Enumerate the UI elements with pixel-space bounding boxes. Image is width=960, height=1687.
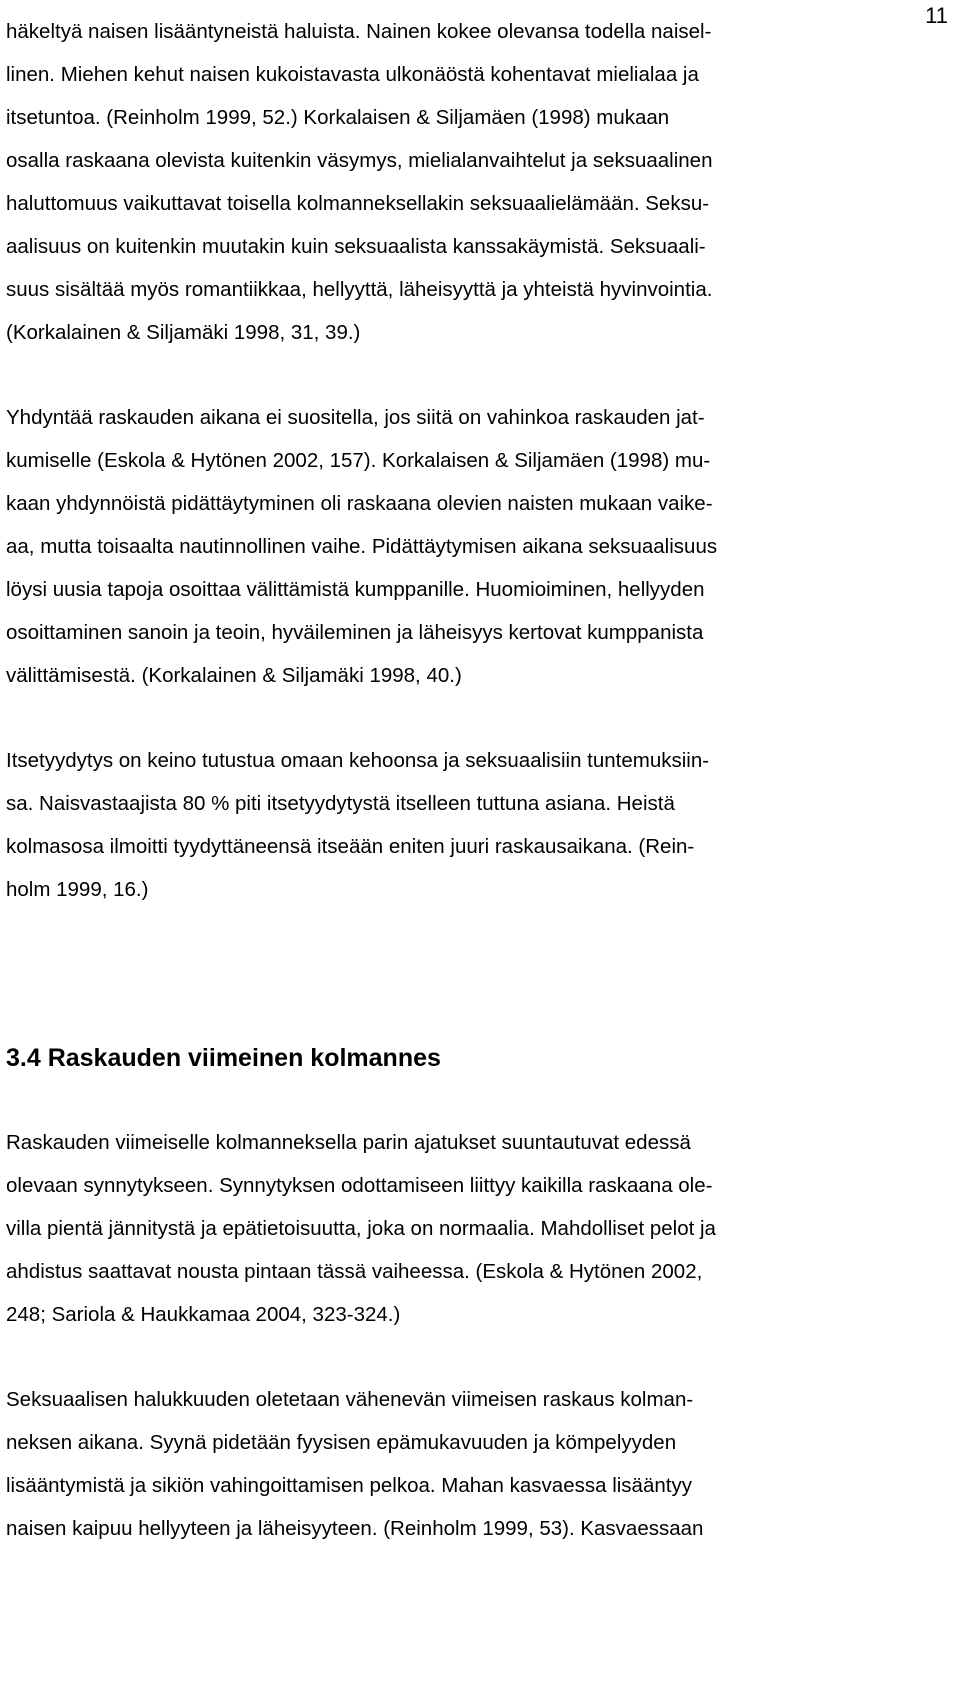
text-line: kolmasosa ilmoitti tyydyttäneensä itseään eniten juuri raskausaikana. (Rein-: [6, 835, 695, 858]
text-line: aa, mutta toisaalta nautinnollinen vaihe. Pidättäytymisen aikana seksuaalisuus: [6, 535, 718, 558]
text-line: lisääntymistä ja sikiön vahingoittamisen pelkoa. Mahan kasvaessa lisääntyy: [6, 1474, 692, 1497]
section-heading: 3.4 Raskauden viimeinen kolmannes: [6, 1044, 441, 1072]
text-line: sa. Naisvastaajista 80 % piti itsetyydytystä itselleen tuttuna asiana. Heistä: [6, 792, 675, 815]
text-line: välittämisestä. (Korkalainen & Siljamäki 1998, 40.): [6, 664, 462, 687]
page-number: 11: [925, 3, 948, 28]
text-line: ahdistus saattavat nousta pintaan tässä vaiheessa. (Eskola & Hytönen 2002,: [6, 1260, 703, 1283]
text-line: olevaan synnytykseen. Synnytyksen odottamiseen liittyy kaikilla raskaana ole-: [6, 1174, 713, 1197]
text-line: haluttomuus vaikuttavat toisella kolmanneksellakin seksuaalielämään. Seksu-: [6, 192, 710, 215]
text-line: kumiselle (Eskola & Hytönen 2002, 157). Korkalaisen & Siljamäen (1998) mu-: [6, 449, 711, 472]
text-line: 248; Sariola & Haukkamaa 2004, 323-324.): [6, 1303, 401, 1326]
text-line: suus sisältää myös romantiikkaa, hellyyttä, läheisyyttä ja yhteistä hyvinvointia.: [6, 278, 713, 301]
text-line: löysi uusia tapoja osoittaa välittämistä kumppanille. Huomioiminen, hellyyden: [6, 578, 705, 601]
text-line: osalla raskaana olevista kuitenkin väsymys, mielialanvaihtelut ja seksuaalinen: [6, 149, 713, 172]
text-line: linen. Miehen kehut naisen kukoistavasta ulkonäöstä kohentavat mielialaa ja: [6, 63, 699, 86]
text-line: naisen kaipuu hellyyteen ja läheisyyteen. (Reinholm 1999, 53). Kasvaessaan: [6, 1517, 704, 1540]
text-line: neksen aikana. Syynä pidetään fyysisen epämukavuuden ja kömpelyyden: [6, 1431, 677, 1454]
text-line: osoittaminen sanoin ja teoin, hyväileminen ja läheisyys kertovat kumppanista: [6, 621, 704, 644]
text-line: aalisuus on kuitenkin muutakin kuin seksuaalista kanssakäymistä. Seksuaali-: [6, 235, 706, 258]
text-line: Raskauden viimeiselle kolmanneksella parin ajatukset suuntautuvat edessä: [6, 1131, 691, 1154]
text-line: holm 1999, 16.): [6, 878, 149, 901]
text-line: häkeltyä naisen lisääntyneistä haluista. Nainen kokee olevansa todella naisel-: [6, 20, 712, 43]
text-line: (Korkalainen & Siljamäki 1998, 31, 39.): [6, 321, 361, 344]
text-line: Itsetyydytys on keino tutustua omaan kehoonsa ja seksuaalisiin tuntemuksiin-: [6, 749, 710, 772]
text-line: itsetuntoa. (Reinholm 1999, 52.) Korkalaisen & Siljamäen (1998) mukaan: [6, 106, 670, 129]
text-line: kaan yhdynnöistä pidättäytyminen oli raskaana olevien naisten mukaan vaike-: [6, 492, 713, 515]
text-line: villa pientä jännitystä ja epätietoisuutta, joka on normaalia. Mahdolliset pelot ja: [6, 1217, 716, 1240]
text-line: Yhdyntää raskauden aikana ei suositella, jos siitä on vahinkoa raskauden jat-: [6, 406, 705, 429]
text-line: Seksuaalisen halukkuuden oletetaan vähenevän viimeisen raskaus kolman-: [6, 1388, 694, 1411]
